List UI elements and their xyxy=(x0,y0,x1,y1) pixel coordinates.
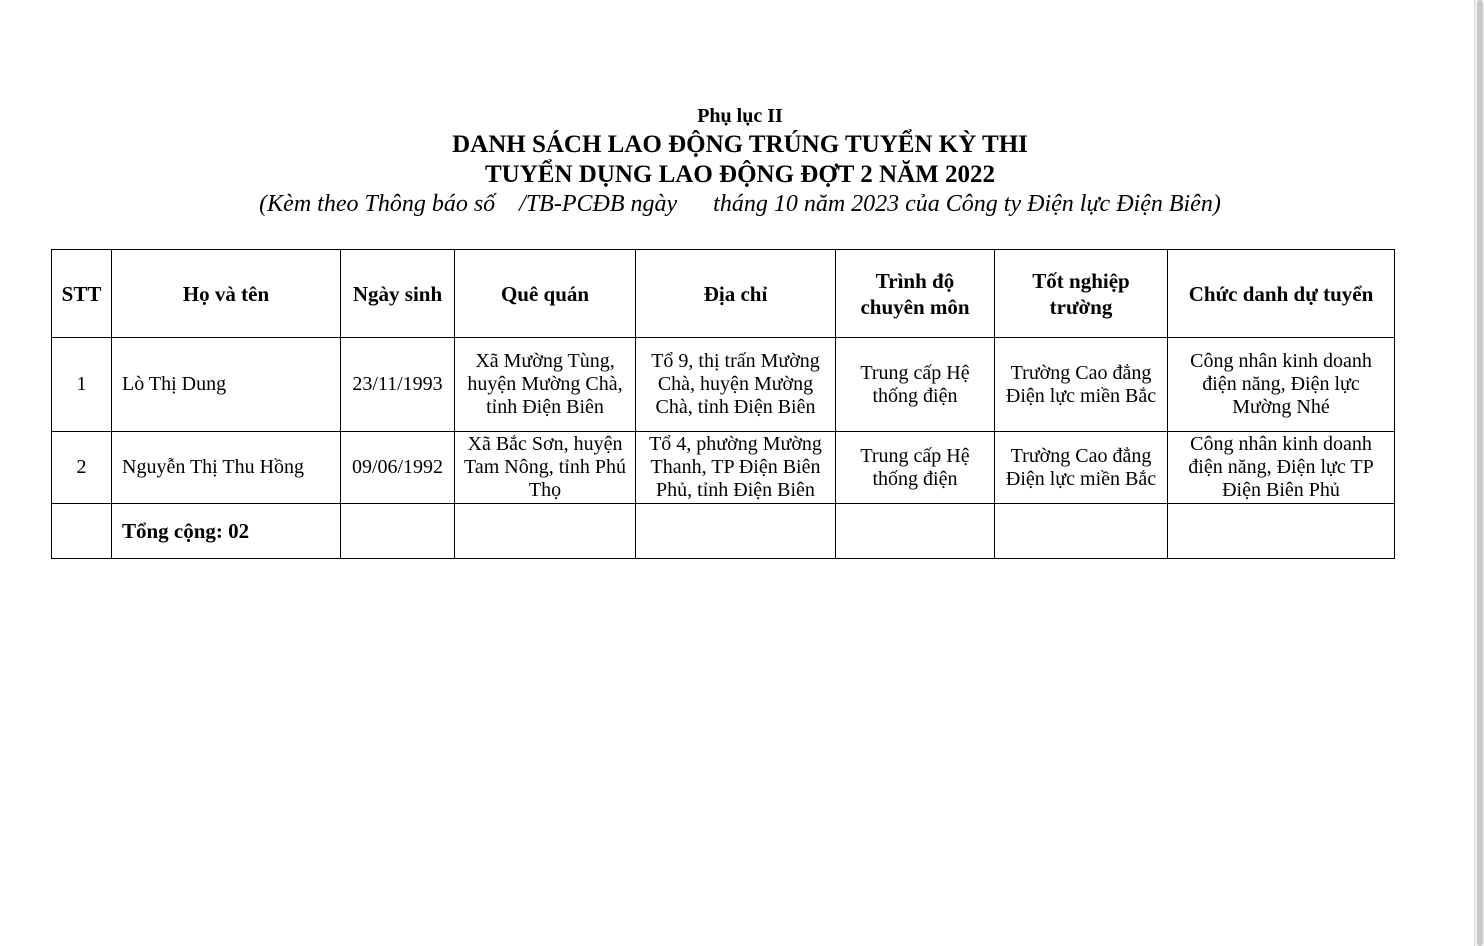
header-stt: STT xyxy=(52,250,112,338)
cell-stt: 1 xyxy=(52,338,112,432)
subtitle: (Kèm theo Thông báo số /TB-PCĐB ngày tháng 10 năm 2023 của Công ty Điện lực Điện Biên) xyxy=(259,191,1221,217)
cell-school: Trường Cao đẳng Điện lực miền Bắc xyxy=(995,432,1168,504)
table-total-row xyxy=(52,504,1395,559)
cell-qualification: Trung cấp Hệ thống điện xyxy=(836,338,995,432)
total-empty-cell xyxy=(636,504,836,559)
cell-qualification: Trung cấp Hệ thống điện xyxy=(836,432,995,504)
cell-dob: 23/11/1993 xyxy=(341,338,455,432)
header-hometown: Quê quán xyxy=(455,250,636,338)
header-address: Địa chỉ xyxy=(636,250,836,338)
cell-address: Tổ 9, thị trấn Mường Chà, huyện Mường Chà, tỉnh Điện Biên xyxy=(636,338,836,432)
cell-address: Tổ 4, phường Mường Thanh, TP Điện Biên Phủ, tỉnh Điện Biên xyxy=(636,432,836,504)
cell-hometown: Xã Bắc Sơn, huyện Tam Nông, tỉnh Phú Thọ xyxy=(455,432,636,504)
cell-dob: 09/06/1992 xyxy=(341,432,455,504)
total-empty-cell xyxy=(341,504,455,559)
total-empty-cell xyxy=(995,504,1168,559)
total-empty-cell xyxy=(1168,504,1395,559)
total-label: Tổng cộng: 02 xyxy=(112,504,341,559)
total-empty-cell xyxy=(52,504,112,559)
title-line-1: DANH SÁCH LAO ĐỘNG TRÚNG TUYỂN KỲ THI xyxy=(452,131,1028,158)
header-qualification: Trình độ chuyên môn xyxy=(836,250,995,338)
cell-school: Trường Cao đẳng Điện lực miền Bắc xyxy=(995,338,1168,432)
cell-name: Lò Thị Dung xyxy=(112,338,341,432)
total-empty-cell xyxy=(836,504,995,559)
cell-position: Công nhân kinh doanh điện năng, Điện lực Mường Nhé xyxy=(1168,338,1395,432)
header-dob: Ngày sinh xyxy=(341,250,455,338)
title-line-2: TUYỂN DỤNG LAO ĐỘNG ĐỢT 2 NĂM 2022 xyxy=(485,161,995,188)
cell-name: Nguyễn Thị Thu Hồng xyxy=(112,432,341,504)
table-header-row xyxy=(52,250,1395,338)
table-row xyxy=(52,338,1395,432)
header-school: Tốt nghiệp trường xyxy=(995,250,1168,338)
candidate-table xyxy=(51,249,1395,559)
cell-hometown: Xã Mường Tùng, huyện Mường Chà, tỉnh Điện Biên xyxy=(455,338,636,432)
appendix-label: Phụ lục II xyxy=(697,105,783,127)
total-empty-cell xyxy=(455,504,636,559)
header-position: Chức danh dự tuyển xyxy=(1168,250,1395,338)
table-row xyxy=(52,432,1395,504)
header-name: Họ và tên xyxy=(112,250,341,338)
cell-stt: 2 xyxy=(52,432,112,504)
cell-position: Công nhân kinh doanh điện năng, Điện lực TP Điện Biên Phủ xyxy=(1168,432,1395,504)
